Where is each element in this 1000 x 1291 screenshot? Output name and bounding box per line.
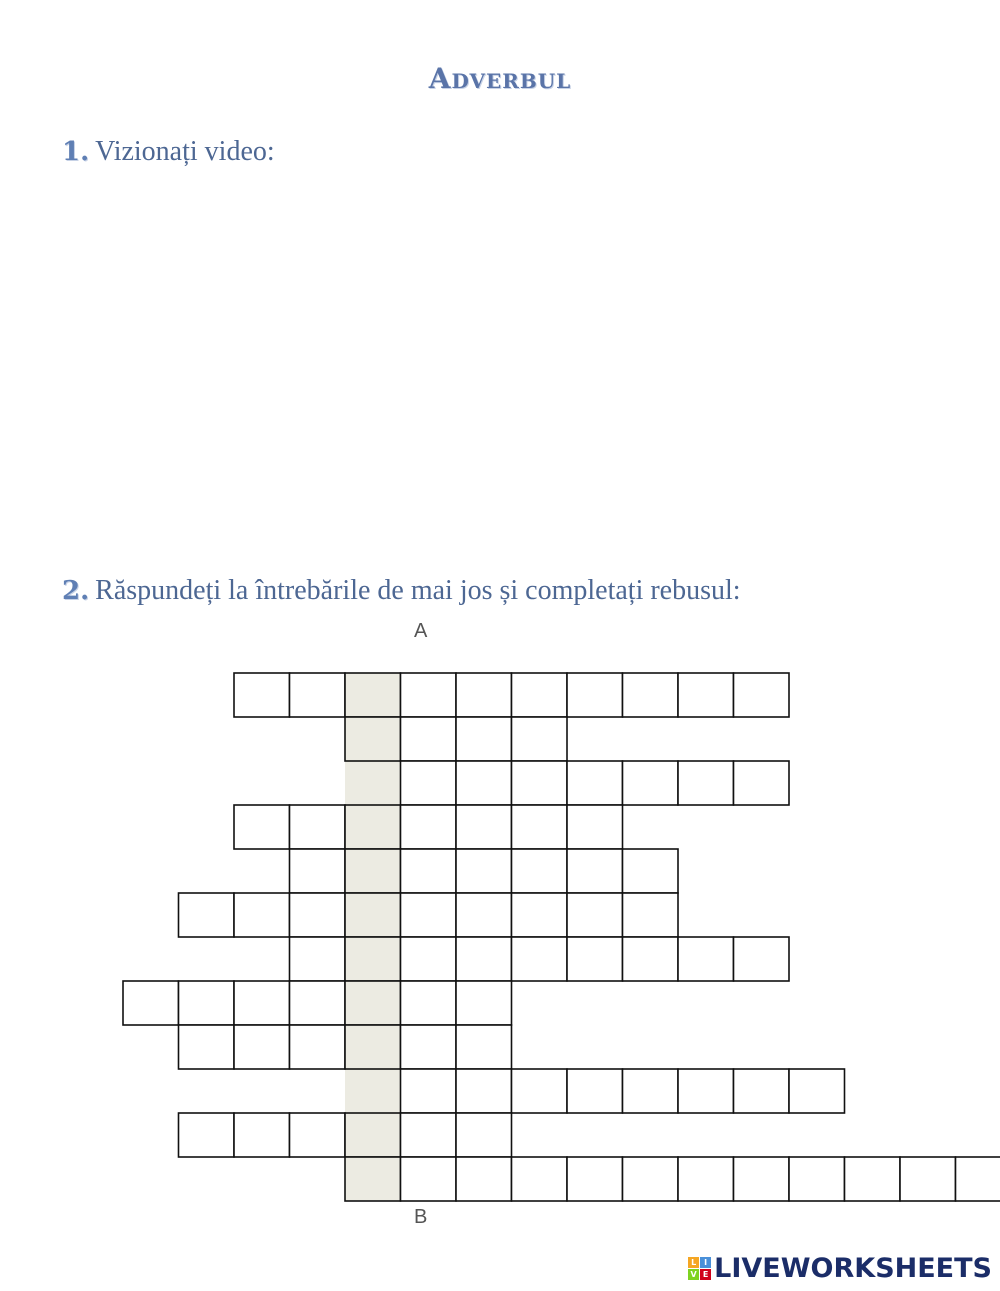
crossword-key-cell[interactable]	[345, 937, 401, 981]
crossword-cell[interactable]	[623, 893, 679, 937]
crossword-cell[interactable]	[456, 849, 512, 893]
question-1-text: Vizionați video:	[95, 136, 275, 167]
crossword-cell[interactable]	[234, 893, 290, 937]
crossword-cell[interactable]	[456, 981, 512, 1025]
crossword-key-cell[interactable]	[345, 981, 401, 1025]
crossword-cell[interactable]	[179, 981, 235, 1025]
crossword-key-cell[interactable]	[345, 1157, 401, 1201]
crossword-cell[interactable]	[123, 981, 179, 1025]
crossword-cell[interactable]	[512, 893, 568, 937]
crossword-cell[interactable]	[678, 673, 734, 717]
crossword-cell[interactable]	[234, 1113, 290, 1157]
crossword-cell[interactable]	[678, 1157, 734, 1201]
crossword-cell[interactable]	[234, 1025, 290, 1069]
crossword-key-cell[interactable]	[345, 673, 401, 717]
crossword-cell[interactable]	[512, 849, 568, 893]
crossword-cell[interactable]	[290, 849, 346, 893]
crossword-cell[interactable]	[456, 1113, 512, 1157]
crossword-cell[interactable]	[456, 1069, 512, 1113]
liveworksheets-logo-icon	[688, 1257, 711, 1280]
key-column-top-marker: A	[414, 620, 428, 642]
crossword-cell[interactable]	[512, 1157, 568, 1201]
logo-icon-letter: I	[700, 1257, 711, 1268]
crossword-cell[interactable]	[401, 761, 457, 805]
crossword-cell[interactable]	[290, 937, 346, 981]
question-1-number: 1.	[62, 137, 90, 167]
crossword-cell[interactable]	[401, 1113, 457, 1157]
crossword-cell[interactable]	[623, 761, 679, 805]
crossword-cell[interactable]	[456, 1157, 512, 1201]
liveworksheets-logo	[688, 1253, 992, 1284]
crossword-cell[interactable]	[900, 1157, 956, 1201]
worksheet-title: Adverbul	[428, 62, 572, 95]
crossword-cell[interactable]	[456, 893, 512, 937]
question-1	[62, 136, 275, 168]
crossword-cell[interactable]	[512, 1069, 568, 1113]
crossword-cell[interactable]	[290, 981, 346, 1025]
crossword-cell[interactable]	[290, 1113, 346, 1157]
crossword-cell[interactable]	[512, 717, 568, 761]
crossword-cell[interactable]	[734, 937, 790, 981]
crossword-cell[interactable]	[678, 1069, 734, 1113]
crossword-cell[interactable]	[623, 1069, 679, 1113]
crossword-cell[interactable]	[567, 761, 623, 805]
crossword-cell[interactable]	[234, 981, 290, 1025]
crossword-cell[interactable]	[678, 937, 734, 981]
crossword-cell[interactable]	[734, 673, 790, 717]
crossword-cell[interactable]	[512, 937, 568, 981]
crossword-cell[interactable]	[401, 1157, 457, 1201]
crossword-cell[interactable]	[512, 761, 568, 805]
crossword-cell[interactable]	[734, 1069, 790, 1113]
crossword-cell[interactable]	[234, 673, 290, 717]
crossword-cell[interactable]	[290, 1025, 346, 1069]
crossword-cell[interactable]	[401, 981, 457, 1025]
crossword-cell[interactable]	[456, 805, 512, 849]
crossword-cell[interactable]	[456, 673, 512, 717]
crossword-key-cell[interactable]	[345, 849, 401, 893]
crossword-cell[interactable]	[623, 673, 679, 717]
crossword-cell[interactable]	[512, 673, 568, 717]
crossword-cell[interactable]	[845, 1157, 901, 1201]
question-2-text: Răspundeți la întrebările de mai jos și completați rebusul:	[95, 575, 741, 606]
crossword-cell[interactable]	[456, 1025, 512, 1069]
crossword-cell[interactable]	[401, 849, 457, 893]
crossword-cell[interactable]	[567, 1069, 623, 1113]
crossword-cell[interactable]	[567, 673, 623, 717]
crossword-cell[interactable]	[567, 849, 623, 893]
crossword-cell[interactable]	[567, 1157, 623, 1201]
crossword-key-cell[interactable]	[345, 717, 401, 761]
video-placeholder[interactable]	[62, 190, 938, 550]
crossword-cell[interactable]	[734, 761, 790, 805]
crossword-cell[interactable]	[290, 805, 346, 849]
key-column-bottom-marker: B	[414, 1206, 428, 1228]
crossword-cell[interactable]	[567, 937, 623, 981]
liveworksheets-logo-text: LIVEWORKSHEETS	[714, 1253, 992, 1284]
crossword-key-cell[interactable]	[345, 1113, 401, 1157]
crossword-cell[interactable]	[401, 1025, 457, 1069]
crossword-cell[interactable]	[179, 893, 235, 937]
crossword-cell[interactable]	[456, 717, 512, 761]
crossword-cell[interactable]	[623, 849, 679, 893]
crossword-cell[interactable]	[179, 1025, 235, 1069]
logo-icon-letter: L	[688, 1257, 699, 1268]
crossword-cell[interactable]	[789, 1069, 845, 1113]
crossword-cell[interactable]	[401, 717, 457, 761]
crossword-cell[interactable]	[290, 893, 346, 937]
crossword-cell[interactable]	[734, 1157, 790, 1201]
crossword-cell[interactable]	[401, 805, 457, 849]
crossword-cell[interactable]	[678, 761, 734, 805]
crossword-cell[interactable]	[401, 673, 457, 717]
crossword-cell[interactable]	[456, 937, 512, 981]
crossword-cell[interactable]	[623, 937, 679, 981]
crossword-cell[interactable]	[567, 805, 623, 849]
logo-icon-letter: E	[700, 1269, 711, 1280]
crossword-cell[interactable]	[623, 1157, 679, 1201]
crossword-cell[interactable]	[234, 805, 290, 849]
crossword-cell[interactable]	[456, 761, 512, 805]
crossword-key-cell[interactable]	[345, 893, 401, 937]
crossword-cell[interactable]	[401, 1069, 457, 1113]
crossword-cell[interactable]	[401, 937, 457, 981]
crossword-cell[interactable]	[401, 893, 457, 937]
crossword-cell[interactable]	[512, 805, 568, 849]
crossword-cell[interactable]	[956, 1157, 1000, 1201]
crossword-key-cell[interactable]	[345, 1025, 401, 1069]
question-2-number: 2.	[62, 576, 90, 606]
crossword-cell[interactable]	[789, 1157, 845, 1201]
crossword-cell[interactable]	[567, 893, 623, 937]
crossword-cell[interactable]	[179, 1113, 235, 1157]
crossword-key-cell[interactable]	[345, 805, 401, 849]
question-2	[62, 575, 741, 607]
crossword-cell[interactable]	[290, 673, 346, 717]
logo-icon-letter: V	[688, 1269, 699, 1280]
